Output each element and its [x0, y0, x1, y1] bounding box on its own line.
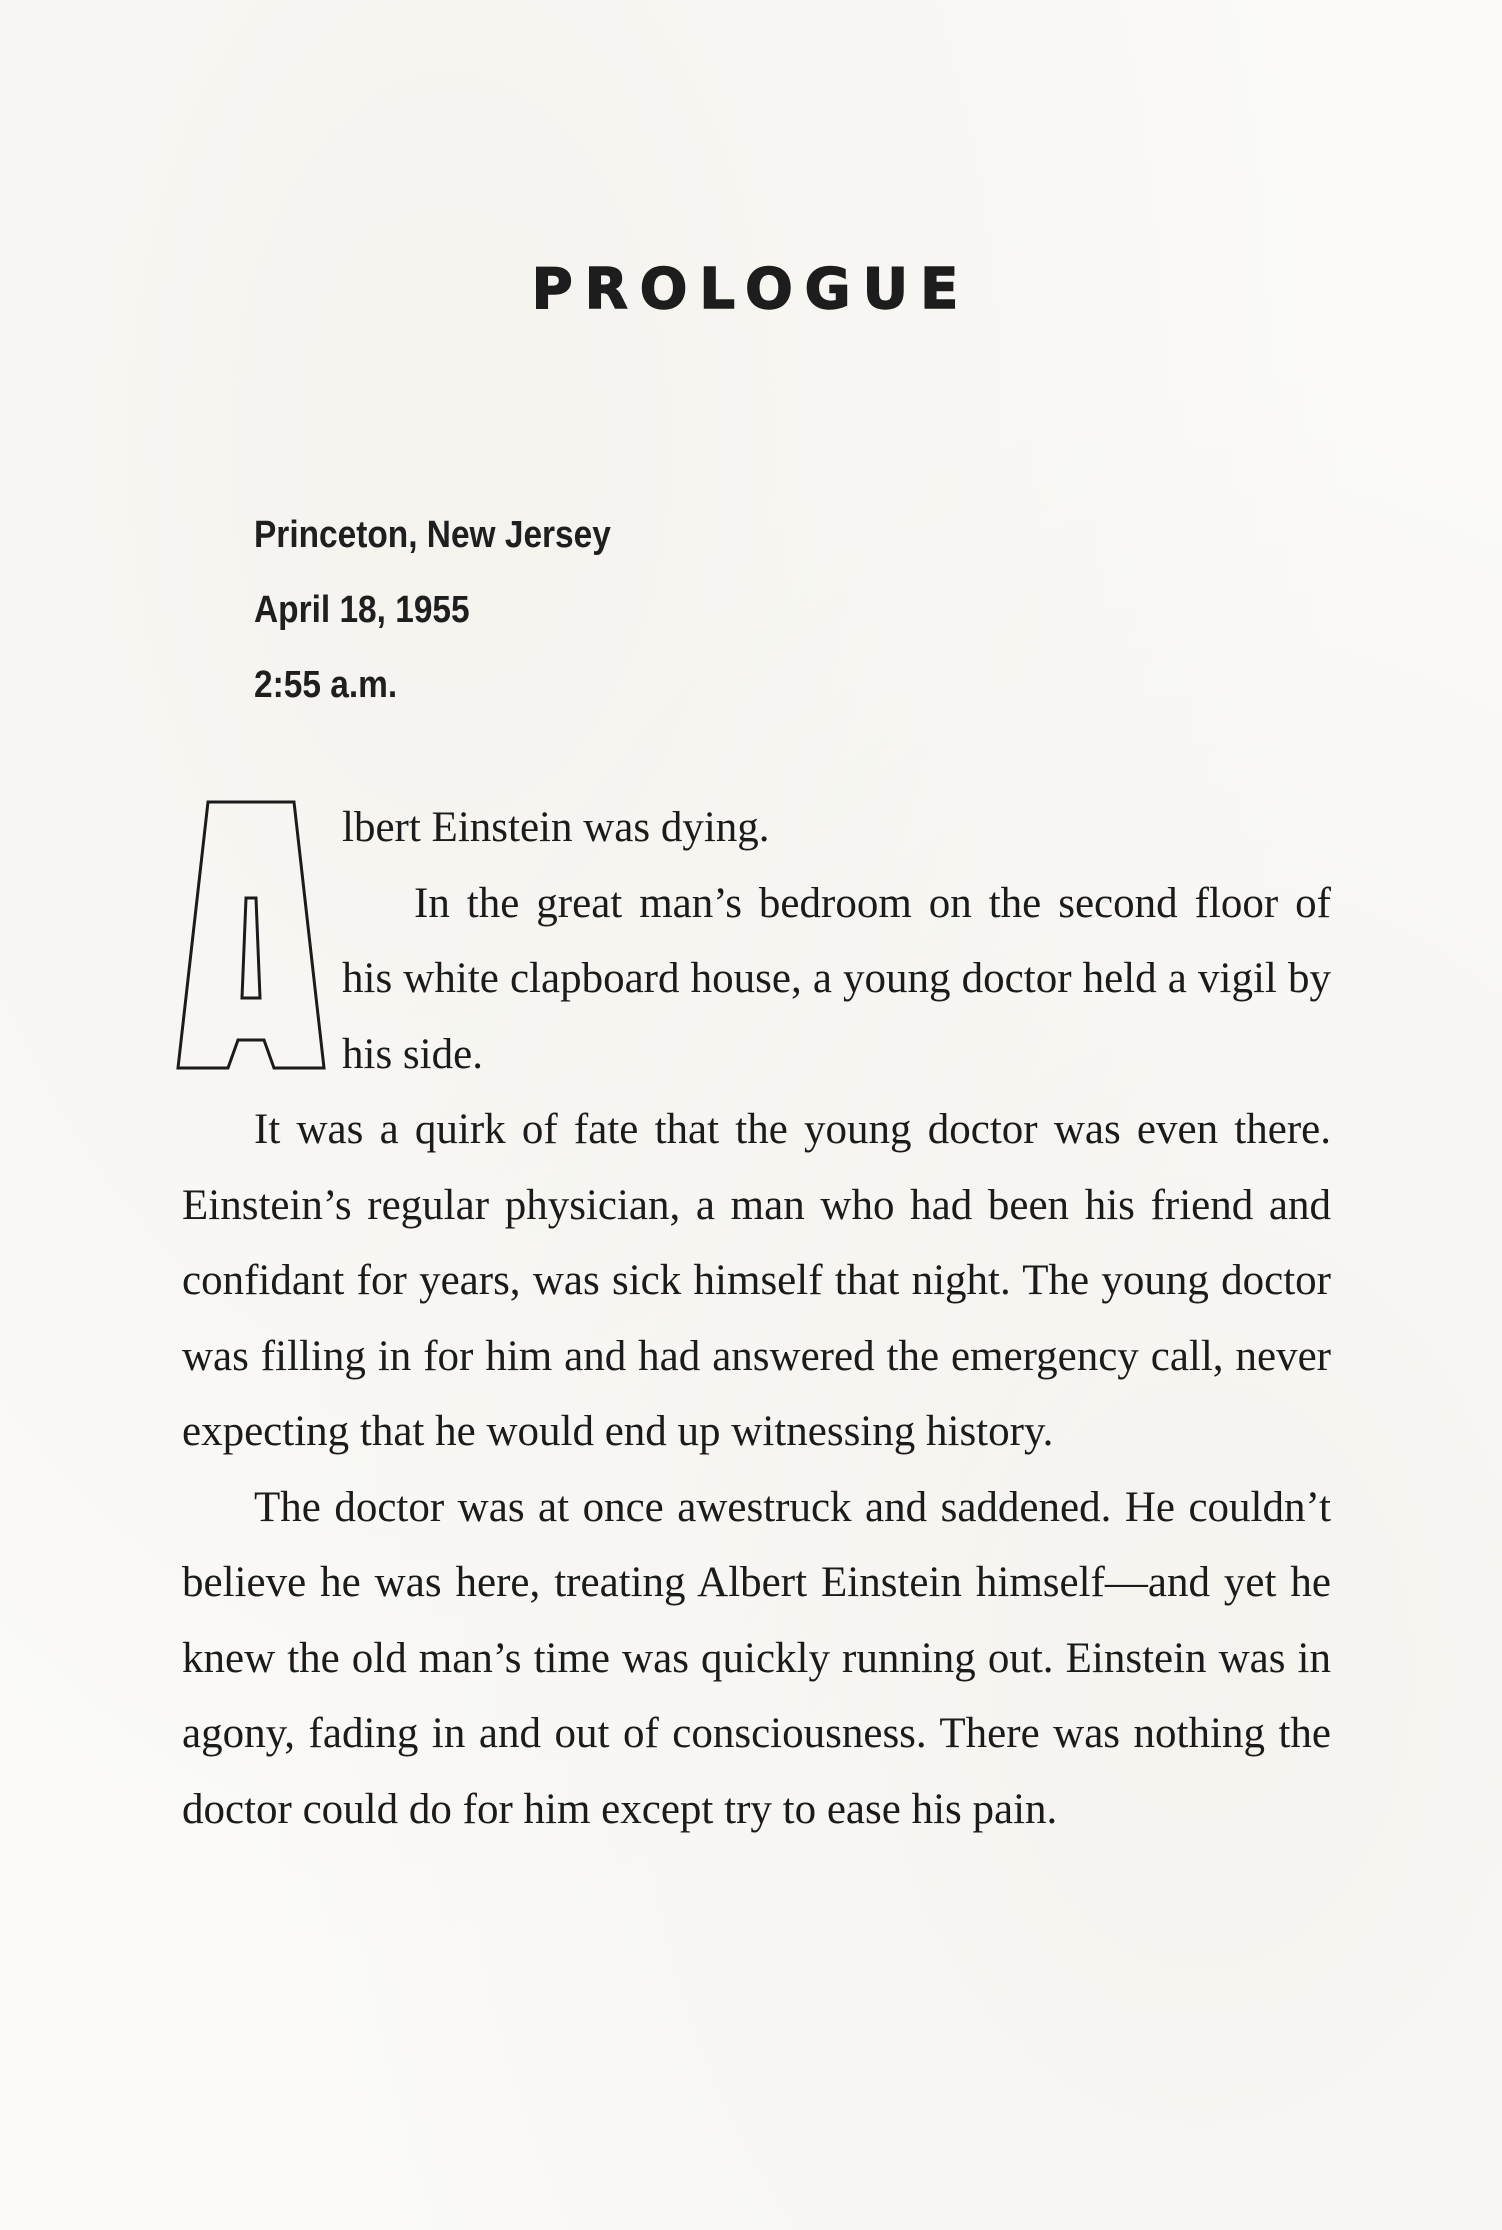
drop-cap-space [182, 790, 342, 1080]
dateline [254, 498, 611, 723]
dateline-time: 2:55 a.m. [254, 664, 398, 706]
chapter-title: PROLOGUE [531, 257, 971, 322]
body-text [182, 790, 1331, 1847]
dateline-place: Princeton, New Jersey [254, 514, 611, 556]
opening-line: lbert Einstein was dying. [342, 804, 770, 851]
paragraph: In the great man’s bedroom on the second floor of his white clapboard house, a young doctor held a vigil by his side. [342, 879, 1331, 1078]
paragraph: It was a quirk of fate that the young doctor was even there. Einstein’s regular physician, a man who had been his friend and confidant for years, was sick himself that night. The young doctor was filling in for him and had answered the emergency call, never expecting that he would end up witnessing history. [182, 1106, 1331, 1455]
paragraph: The doctor was at once awestruck and saddened. He couldn’t believe he was here, treating Albert Einstein himself—and yet he knew the old man’s time was quickly running out. Einstein was in agony, fading in and out of consciousness. There was nothing the doctor could do for him except try to ease his pain. [182, 1483, 1331, 1833]
dateline-date: April 18, 1955 [254, 589, 470, 631]
